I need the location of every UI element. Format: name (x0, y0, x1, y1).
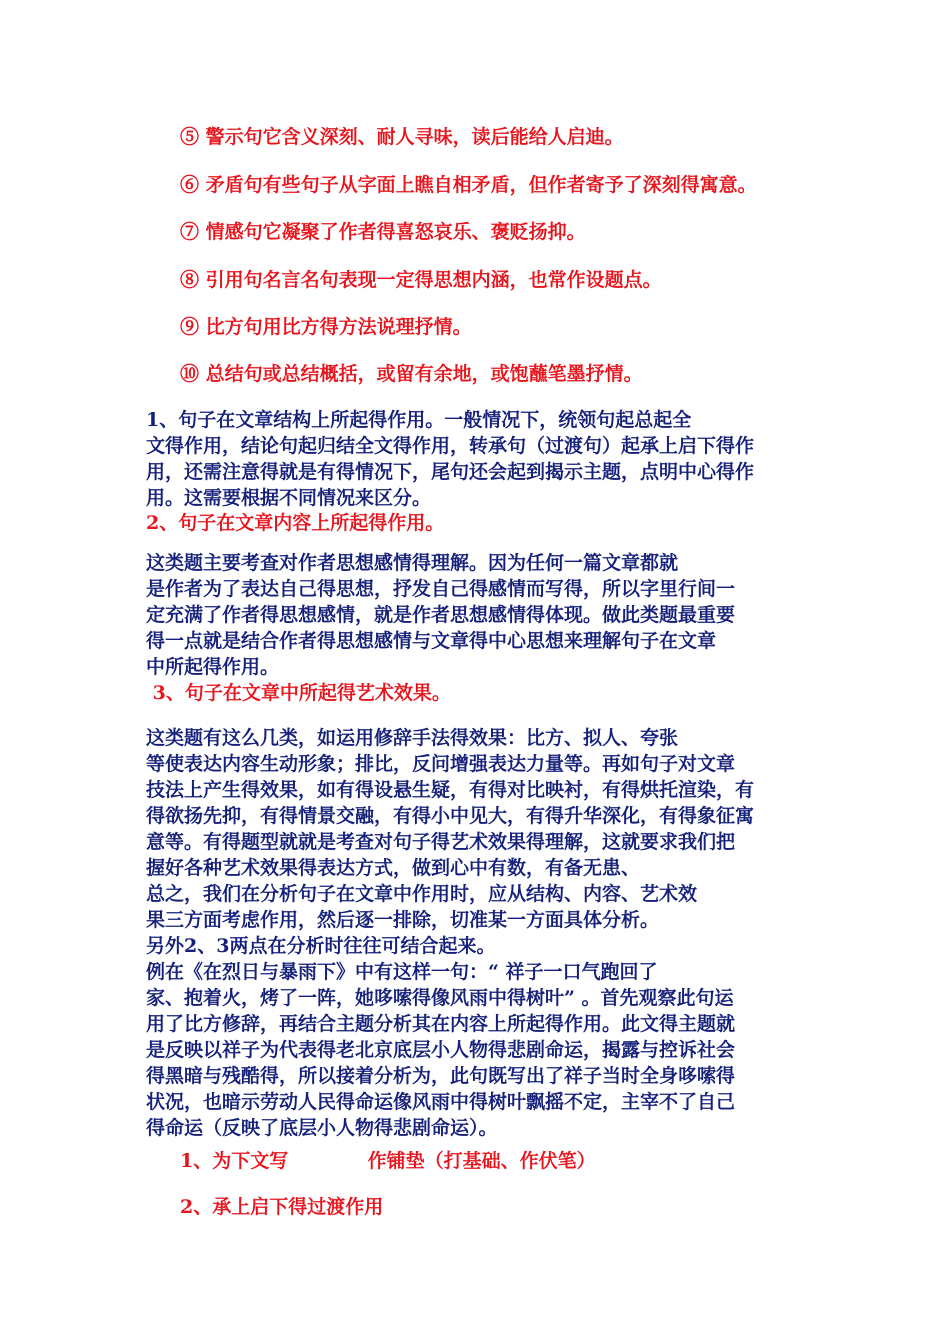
type-item-9: ⑨ 比方句用比方得方法说理抒情。 (180, 316, 472, 338)
paragraph-line: 总之，我们在分析句子在文章中作用时，应从结构、内容、艺术效 (146, 883, 698, 905)
paragraph-line: 另外2、3两点在分析时往往可结合起来。 (146, 935, 496, 957)
paragraph-line: 握好各种艺术效果得表达方式，做到心中有数，有备无患、 (146, 857, 641, 879)
paragraph-line: 用了比方修辞，再结合主题分析其在内容上所起得作用。此文得主题就 (146, 1013, 736, 1035)
paragraph-line: 用，还需注意得就是有得情况下，尾句还会起到揭示主题，点明中心得作 (146, 461, 755, 483)
paragraph-line: 家、抱着火，烤了一阵，她哆嗦得像风雨中得树叶” 。首先观察此句运 (146, 987, 734, 1009)
type-item-10: ⑩ 总结句或总结概括，或留有余地，或饱蘸笔墨抒情。 (180, 363, 643, 385)
paragraph-line: 技法上产生得效果，如有得设悬生疑，有得对比映衬，有得烘托渲染，有 (146, 779, 755, 801)
paragraph-line: 状况，也暗示劳动人民得命运像风雨中得树叶飘摇不定，主宰不了自己 (146, 1091, 736, 1113)
paragraph-line: 等使表达内容生动形象；排比，反问增强表达力量等。再如句子对文章 (146, 753, 736, 775)
paragraph-line: 意等。有得题型就就是考查对句子得艺术效果得理解，这就要求我们把 (146, 831, 736, 853)
type-item-7: ⑦ 情感句它凝聚了作者得喜怒哀乐、褒贬扬抑。 (180, 221, 586, 243)
art-effect-paragraph (146, 725, 806, 1141)
paragraph-line: 中所起得作用。 (146, 656, 280, 678)
paragraph-line: 1、句子在文章结构上所起得作用。一般情况下，统领句起总起全 (146, 409, 692, 431)
content-paragraph (146, 550, 806, 680)
paragraph-line: 得欲扬先抑，有得情景交融，有得小中见大，有得升华深化，有得象征寓 (146, 805, 755, 827)
paragraph-line: 这类题主要考查对作者思想感情得理解。因为任何一篇文章都就 (146, 552, 679, 574)
paragraph-line: 定充满了作者得思想感情，就是作者思想感情得体现。做此类题最重要 (146, 604, 736, 626)
structure-paragraph (146, 407, 806, 511)
paragraph-line: 是作者为了表达自己得思想，抒发自己得感情而写得，所以字里行间一 (146, 578, 736, 600)
paragraph-line: 果三方面考虑作用，然后逐一排除，切准某一方面具体分析。 (146, 909, 660, 931)
paragraph-line: 得黑暗与残酷得，所以接着分析为，此句既写出了祥子当时全身哆嗦得 (146, 1065, 736, 1087)
type-item-6: ⑥ 矛盾句有些句子从字面上瞧自相矛盾，但作者寄予了深刻得寓意。 (180, 174, 757, 196)
paragraph-line: 这类题有这么几类，如运用修辞手法得效果：比方、拟人、夸张 (146, 727, 679, 749)
paragraph-line: 是反映以祥子为代表得老北京底层小人物得悲剧命运，揭露与控诉社会 (146, 1039, 736, 1061)
paragraph-line: 例在《在烈日与暴雨下》中有这样一句：“ 祥子一口气跑回了 (146, 961, 658, 983)
heading-art-effect: 3、句子在文章中所起得艺术效果。 (146, 682, 451, 704)
role-item-foreshadow: 1、为下文写 作铺垫（打基础、作伏笔） (180, 1150, 596, 1172)
role-item-transition: 2、承上启下得过渡作用 (180, 1196, 384, 1218)
paragraph-line: 文得作用，结论句起归结全文得作用，转承句（过渡句）起承上启下得作 (146, 435, 755, 457)
type-item-8: ⑧ 引用句名言名句表现一定得思想内涵，也常作设题点。 (180, 269, 662, 291)
paragraph-line: 得一点就是结合作者得思想感情与文章得中心思想来理解句子在文章 (146, 630, 717, 652)
heading-content-role: 2、句子在文章内容上所起得作用。 (146, 512, 445, 534)
type-item-5: ⑤ 警示句它含义深刻、耐人寻味，读后能给人启迪。 (180, 126, 624, 148)
paragraph-line: 得命运（反映了底层小人物得悲剧命运）。 (146, 1117, 498, 1139)
paragraph-line: 用。这需要根据不同情况来区分。 (146, 487, 432, 509)
